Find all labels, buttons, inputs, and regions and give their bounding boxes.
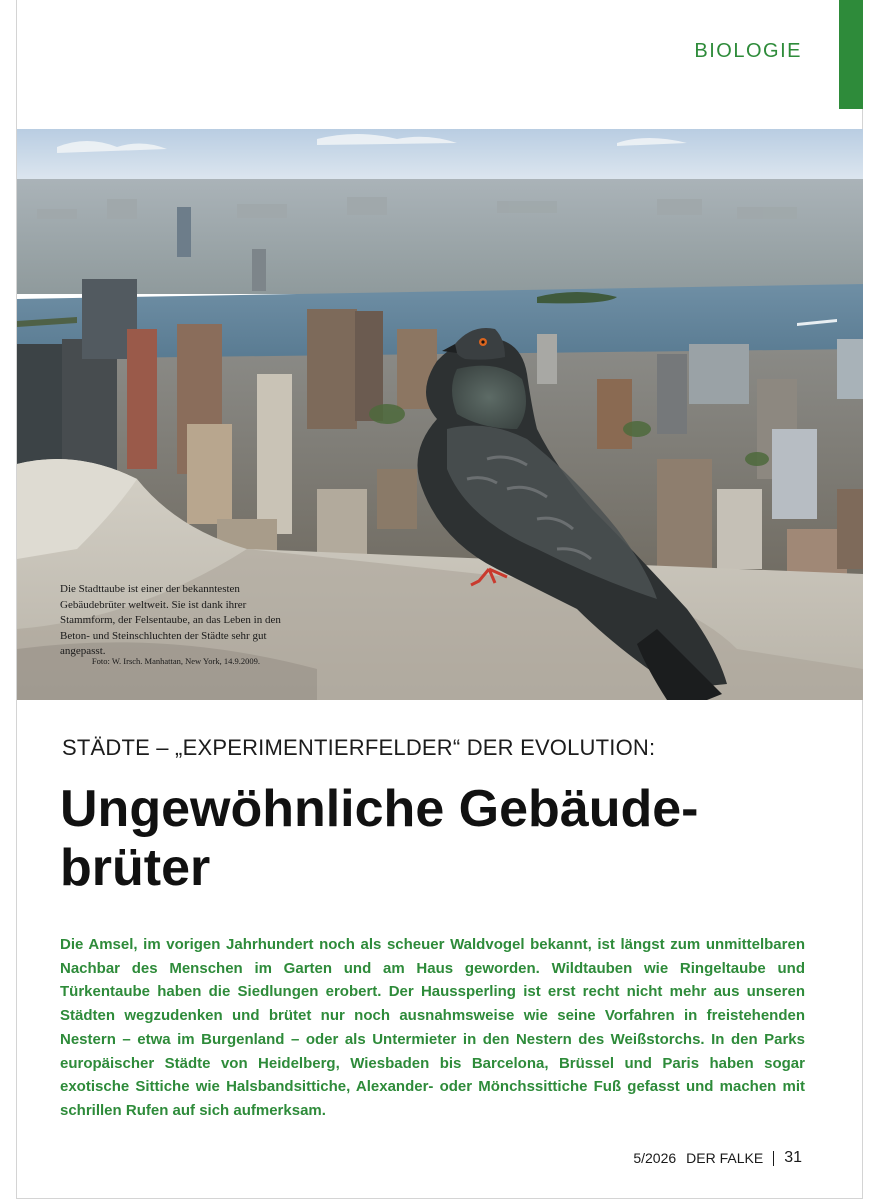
section-color-tab (839, 0, 863, 109)
page-number: 31 (784, 1149, 802, 1166)
footer-magazine: DER FALKE (686, 1150, 764, 1166)
article-kicker: STÄDTE – „EXPERIMENTIERFELDER“ DER EVOLUTION: (62, 735, 656, 760)
headline-line-1: Ungewöhnliche Gebäude- (60, 780, 699, 838)
article-lead: Die Amsel, im vorigen Jahrhundert noch als scheuer Waldvogel bekannt, ist längst zum unmittelbaren Nachbar des Menschen im Garten und am Haus geworden. Wildtauben wie Ringeltaube und Türkentaube haben die Siedlungen erobert. Der Haussperling ist erst recht nicht mehr aus unseren Städten wegzudenken und brütet nur noch ausnahmsweise wie seine Vorfahren in freistehenden Nestern – etwa im Burgenland – oder als Untermieter in den Nestern des Weißstorchs. In den Parks europäischer Städte von Heidelberg, Wiesbaden bis Barcelona, Brüssel und Paris haben sogar exotische Sittiche wie Halsbandsittiche, Alexander- oder Mönchssittiche Fuß gefasst und machen mit schrillen Rufen auf sich aufmerksam. (60, 936, 805, 1119)
headline-line-2: brüter (60, 839, 211, 897)
footer-separator (773, 1151, 774, 1166)
photo-credit: Foto: W. Irsch. Manhattan, New York, 14.9.2009. (91, 656, 260, 666)
photo-caption: Die Stadttaube ist einer der bekanntesten Gebäudebrüter weltweit. Sie ist dank ihrer Stammform, der Felsentaube, an das Leben in den Beton- und Steinschluchten der Städte sehr gut angepasst. (60, 583, 281, 657)
article-headline (60, 780, 820, 898)
section-label: BIOLOGIE (694, 40, 802, 62)
page-footer (633, 1149, 802, 1167)
footer-issue: 5/2026 (633, 1150, 677, 1166)
